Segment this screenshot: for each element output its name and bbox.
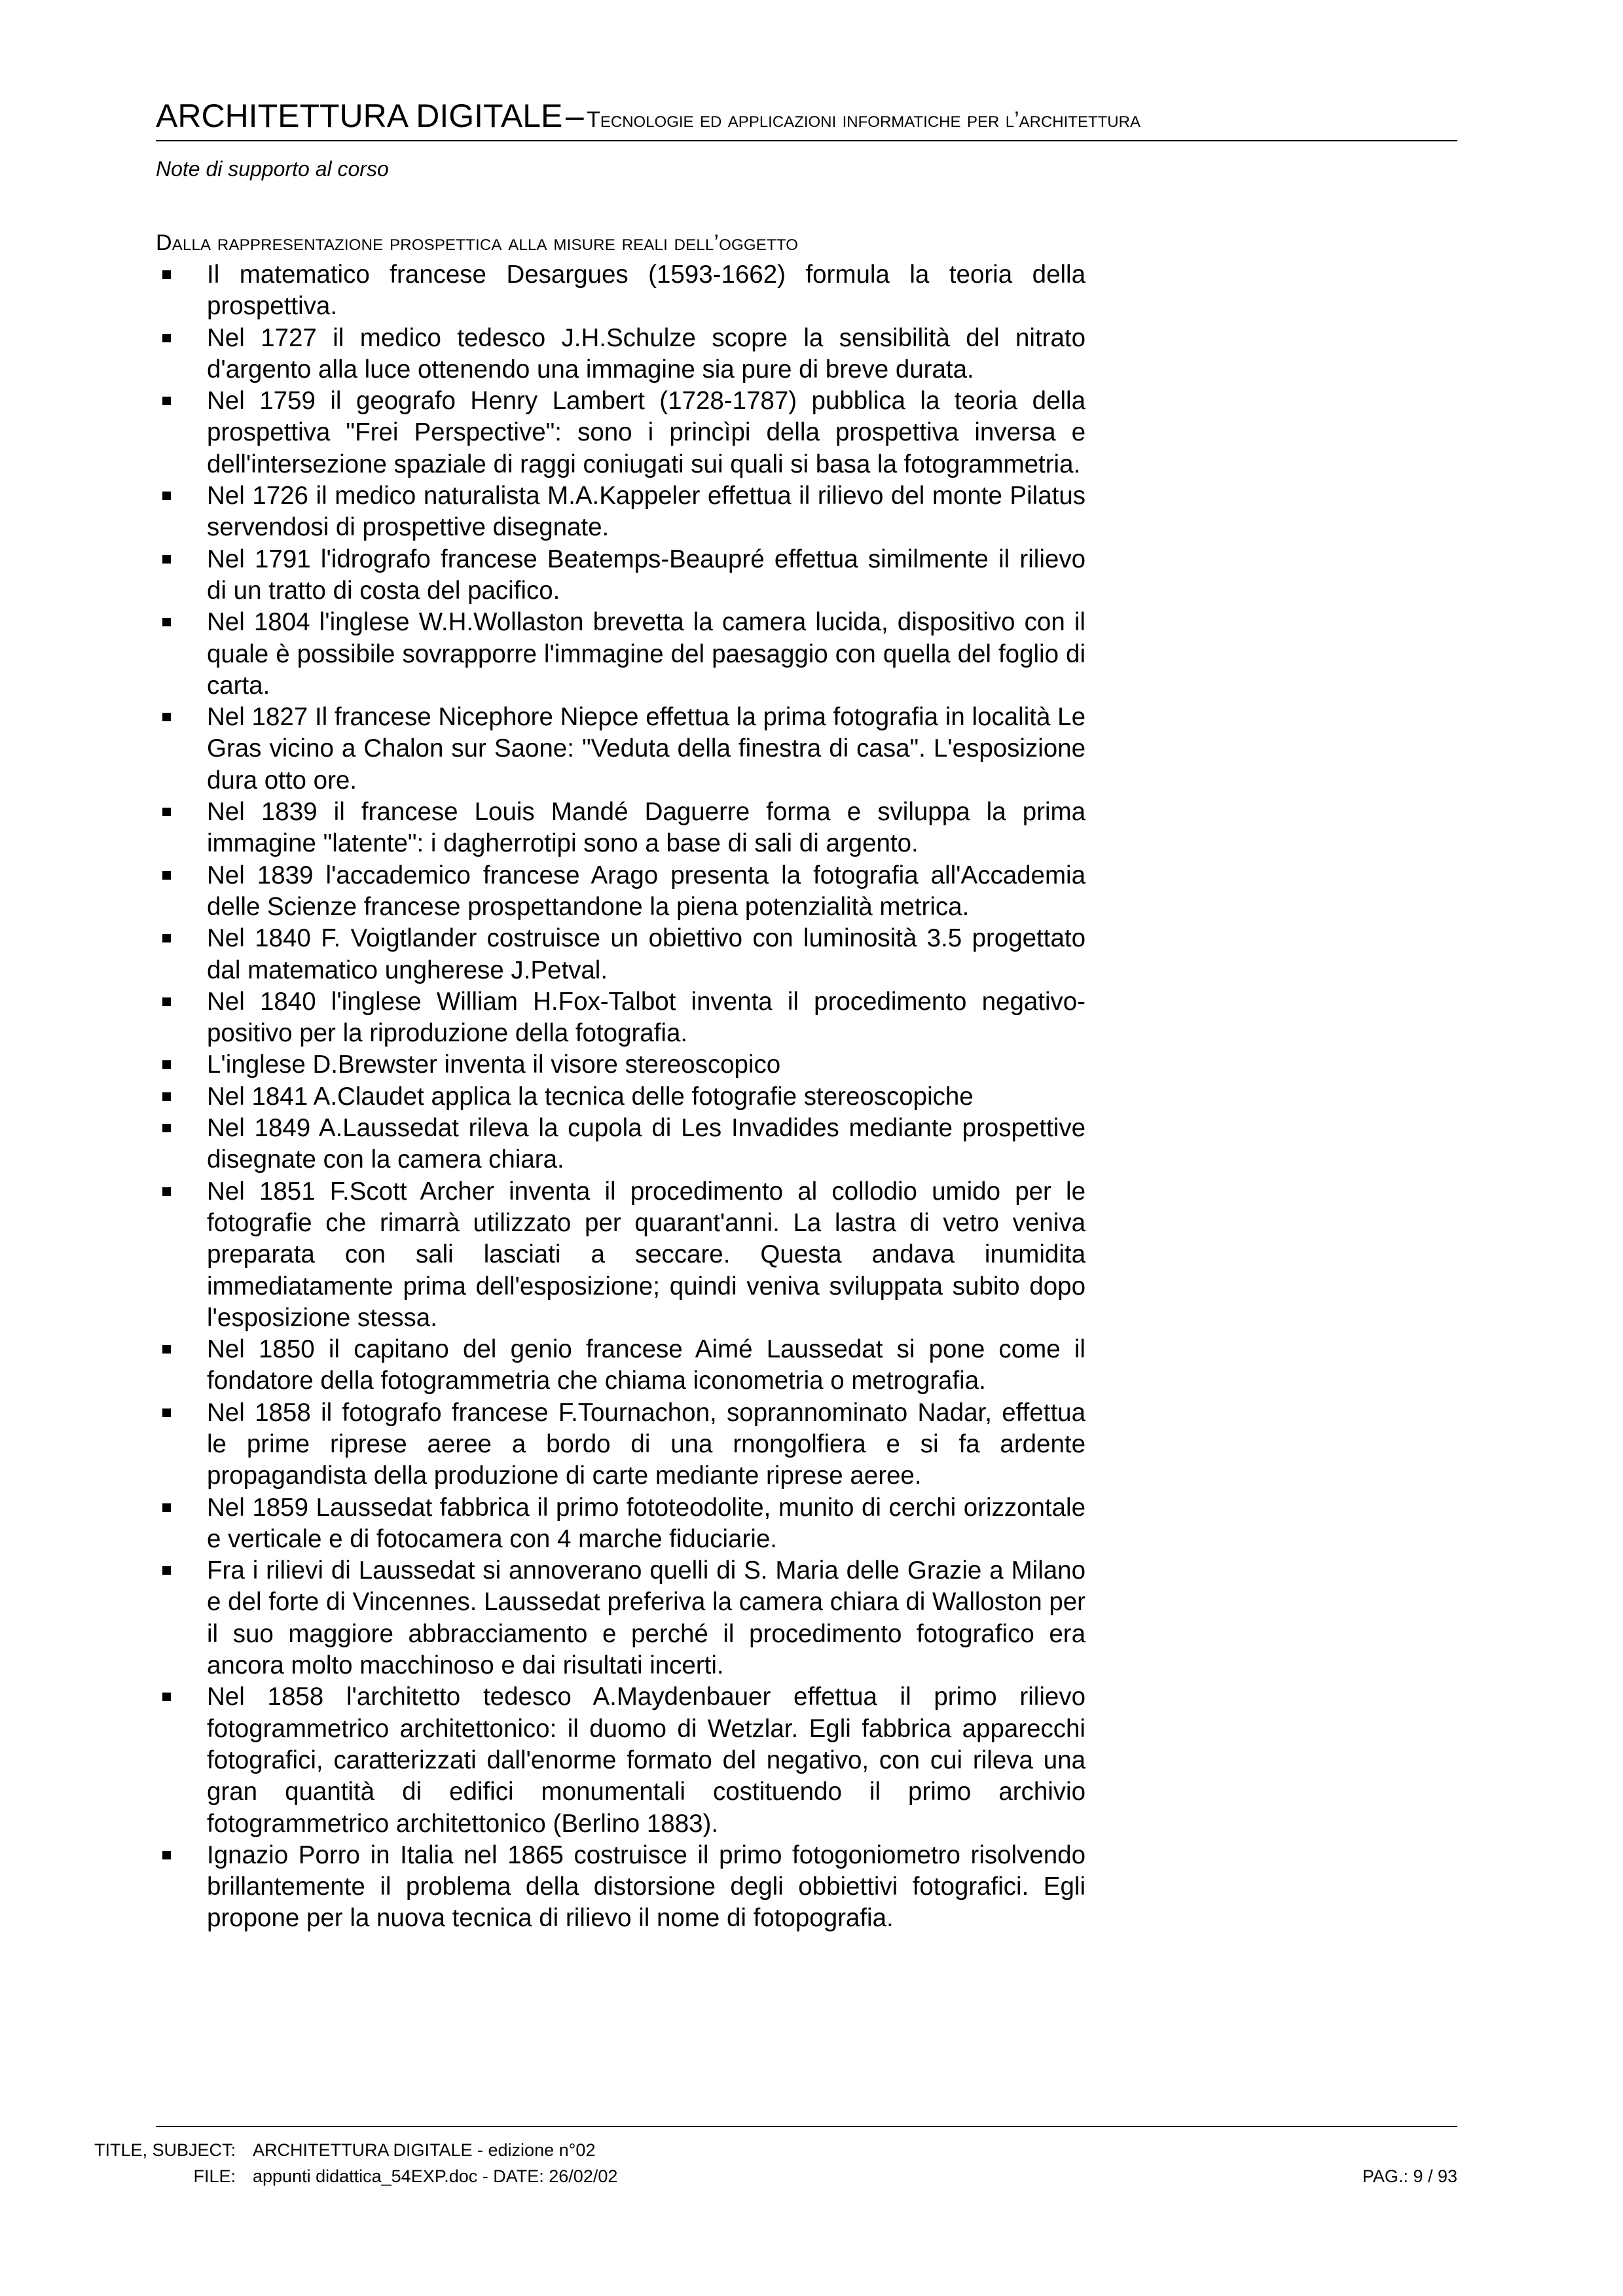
list-item [156,480,1085,544]
list-item-text: Nel 1859 Laussedat fabbrica il primo fototeodolite, munito di cerchi orizzontale e verticale e di fotocamera con 4 marche fiduciarie. [207,1493,1085,1553]
document-header [156,97,1457,141]
square-bullet-icon [162,1345,171,1354]
list-item-text: Nel 1858 il fotografo francese F.Tournachon, soprannominato Nadar, effettua le prime riprese aeree a bordo di una rnongolfiera e si fa ardente propagandista della produzione di carte mediante riprese aeree. [207,1398,1085,1490]
section-title: Dalla rappresentazione prospettica alla misure reali dell’oggetto [156,230,799,255]
list-item [156,1113,1085,1176]
square-bullet-icon [162,1060,171,1069]
list-item-text: Nel 1827 Il francese Nicephore Niepce effettua la prima fotografia in località Le Gras vicino a Chalon sur Saone: "Veduta della finestra di casa". L'esposizione dura otto ore. [207,703,1085,795]
square-bullet-icon [162,1092,171,1101]
footer-file-label: FILE: [193,2166,236,2186]
bullet-list [156,259,1085,1935]
list-item [156,797,1085,860]
list-item [156,1049,1085,1081]
list-item [156,1681,1085,1839]
footer-file-row [72,2166,617,2187]
footer-file-value: appunti didattica_54EXP.doc - DATE: 26/02/02 [253,2166,618,2186]
document-subtitle: Tecnologie ed applicazioni informatiche per l’architettura [587,107,1140,132]
list-item [156,1397,1085,1492]
footer-divider [156,2126,1457,2127]
list-item-text: Nel 1840 l'inglese William H.Fox-Talbot inventa il procedimento negativo-positivo per la riproduzione della fotografia. [207,987,1085,1048]
list-item [156,1176,1085,1334]
square-bullet-icon [162,808,171,816]
square-bullet-icon [162,1566,171,1575]
square-bullet-icon [162,492,171,500]
list-item-text: Il matematico francese Desargues (1593-1662) formula la teoria della prospettiva. [207,260,1085,321]
square-bullet-icon [162,1693,171,1701]
square-bullet-icon [162,397,171,405]
title-separator: – [565,98,584,134]
list-item-text: L'inglese D.Brewster inventa il visore stereoscopico [207,1050,781,1079]
list-item-text: Nel 1841 A.Claudet applica la tecnica delle fotografie stereoscopiche [207,1082,974,1111]
square-bullet-icon [162,997,171,1006]
square-bullet-icon [162,618,171,626]
square-bullet-icon [162,1124,171,1132]
list-item [156,323,1085,386]
list-item-text: Nel 1727 il medico tedesco J.H.Schulze scopre la sensibilità del nitrato d'argento alla luce ottenendo una immagine sia pure di breve durata. [207,323,1085,384]
list-item-text: Fra i rilievi di Laussedat si annoverano quelli di S. Maria delle Grazie a Milano e del forte di Vincennes. Laussedat preferiva la camera chiara di Walloston per il suo maggiore abbracciamento e perché il procedimento fotografico era ancora molto macchinoso e dai risultati incerti. [207,1556,1085,1680]
list-item-text: Nel 1851 F.Scott Archer inventa il procedimento al collodio umido per le fotografie che rimarrà utilizzato per quarant'anni. La lastra di vetro veniva preparata con sali lasciati a seccare. Questa andava inumidita immediatamente prima dell'esposizione; quindi veniva sviluppata subito dopo l'esposizione stessa. [207,1177,1085,1332]
list-item-text: Nel 1759 il geografo Henry Lambert (1728-1787) pubblica la teoria della prospettiva "Frei Perspective": sono i princìpi della prospettiva inversa e dell'intersezione spaziale di raggi coniugati sui quali si basa la fotogrammetria. [207,387,1085,478]
list-item-text: Nel 1726 il medico naturalista M.A.Kappeler effettua il rilievo del monte Pilatus servendosi di prospettive disegnate. [207,482,1085,542]
square-bullet-icon [162,270,171,279]
list-item [156,1334,1085,1397]
square-bullet-icon [162,334,171,342]
square-bullet-icon [162,555,171,564]
square-bullet-icon [162,1187,171,1196]
list-item-text: Nel 1840 F. Voigtlander costruisce un obiettivo con luminosità 3.5 progettato dal matematico ungherese J.Petval. [207,924,1085,984]
list-item [156,544,1085,607]
course-note: Note di supporto al corso [156,157,389,181]
square-bullet-icon [162,1408,171,1417]
list-item [156,1840,1085,1935]
list-item [156,986,1085,1050]
list-item-text: Nel 1850 il capitano del genio francese Aimé Laussedat si pone come il fondatore della fotogrammetria che chiama iconometria o metrografia. [207,1335,1085,1395]
list-item-text: Nel 1839 l'accademico francese Arago presenta la fotografia all'Accademia delle Scienze francese prospettandone la piena potenzialità metrica. [207,861,1085,921]
list-item [156,923,1085,986]
list-item [156,607,1085,702]
list-item-text: Nel 1791 l'idrografo francese Beatemps-Beaupré effettua similmente il rilievo di un tratto di costa del pacifico. [207,545,1085,605]
footer-title-value: ARCHITETTURA DIGITALE - edizione n°02 [253,2140,596,2160]
list-item [156,1081,1085,1113]
list-item [156,860,1085,924]
list-item-text: Ignazio Porro in Italia nel 1865 costruisce il primo fotogoniometro risolvendo brillantemente il problema della distorsione degli obbiettivi fotografici. Egli propone per la nuova tecnica di rilievo il nome di fotopografia. [207,1840,1085,1933]
list-item [156,1492,1085,1556]
list-item-text: Nel 1804 l'inglese W.H.Wollaston brevetta la camera lucida, dispositivo con il quale è possibile sovrapporre l'immagine del paesaggio con quella del foglio di carta. [207,608,1085,700]
footer-title-row [72,2140,595,2161]
square-bullet-icon [162,1503,171,1512]
list-item [156,702,1085,797]
list-item [156,1555,1085,1681]
page-number: PAG.: 9 / 93 [1362,2166,1457,2186]
footer-title-label: TITLE, SUBJECT: [94,2140,236,2160]
list-item-text: Nel 1858 l'architetto tedesco A.Maydenbauer effettua il primo rilievo fotogrammetrico architettonico: il duomo di Wetzlar. Egli fabbrica apparecchi fotografici, caratterizzati dall'enorme formato del negativo, con cui rileva una gran quantità di edifici monumentali costituendo il primo archivio fotogrammetrico architettonico (Berlino 1883). [207,1683,1085,1838]
list-item-text: Nel 1839 il francese Louis Mandé Daguerre forma e sviluppa la prima immagine "latente": i dagherrotipi sono a base di sali di argento. [207,798,1085,858]
list-item-text: Nel 1849 A.Laussedat rileva la cupola di Les Invadides mediante prospettive disegnate con la camera chiara. [207,1114,1085,1174]
list-item [156,386,1085,480]
square-bullet-icon [162,934,171,942]
list-item [156,259,1085,323]
square-bullet-icon [162,1851,171,1859]
document-title: ARCHITETTURA DIGITALE [156,98,563,134]
square-bullet-icon [162,871,171,880]
square-bullet-icon [162,713,171,721]
